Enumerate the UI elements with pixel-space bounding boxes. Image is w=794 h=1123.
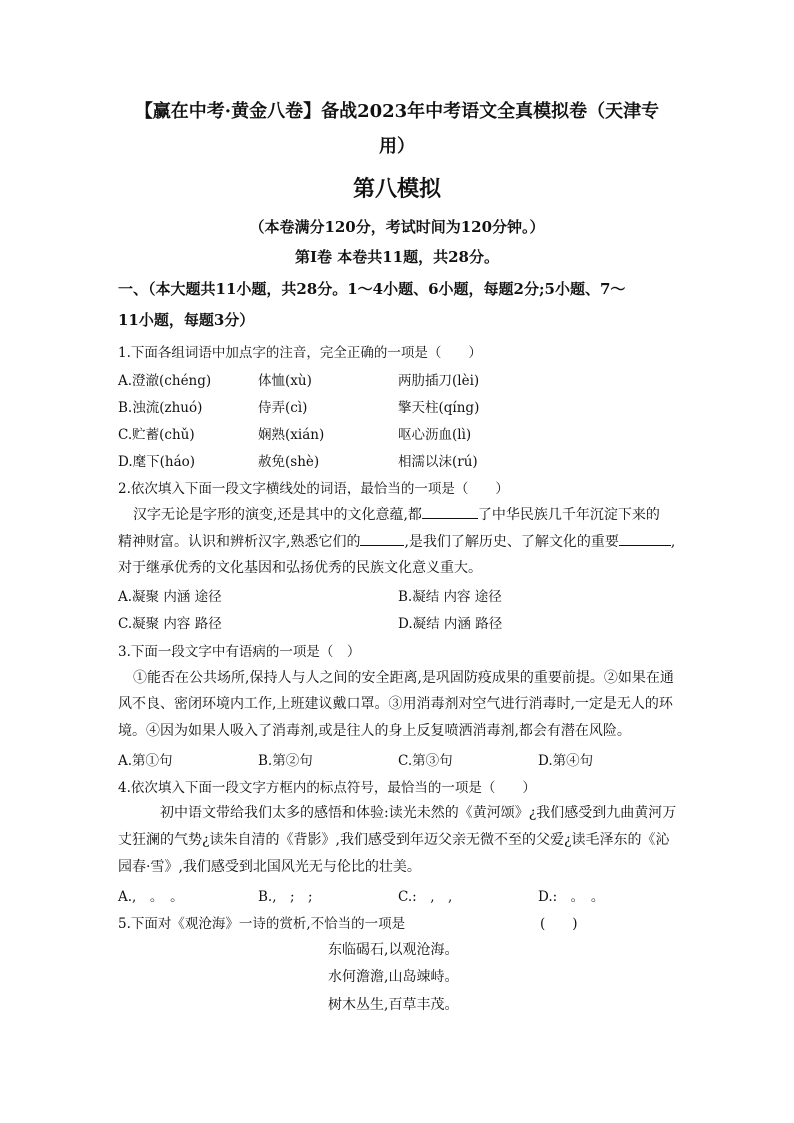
q5-answer-paren: ( ) bbox=[540, 916, 578, 932]
poem-line-2: 水何澹澹,山岛竦峙。 bbox=[328, 969, 459, 985]
q5-stem: 5.下面对《观沧海》一诗的赏析,不恰当的一项是 bbox=[118, 916, 406, 932]
q2-text: 精神财富。认识和辨析汉字,熟悉它们的 bbox=[118, 534, 361, 550]
q2-passage-line2 bbox=[118, 531, 675, 551]
q2-option-a: A.凝聚 内涵 途径 bbox=[118, 589, 222, 605]
q3-option-d: D.第④句 bbox=[538, 753, 594, 769]
q3-stem: 3.下面一段文字中有语病的一项是（ ） bbox=[118, 644, 361, 660]
q4-option-b: B., ; ; bbox=[258, 889, 313, 905]
q4-option-a: A., 。 。 bbox=[118, 889, 184, 905]
q1-option-d: D.麾下(háo) bbox=[118, 454, 196, 470]
poem-line-3: 树木丛生,百草丰茂。 bbox=[328, 997, 459, 1013]
q1-option-a: A.澄澈(chéng) bbox=[118, 373, 212, 389]
q2-text: 汉字无论是字形的演变,还是其中的文化意蕴,都 bbox=[133, 507, 422, 523]
q2-text: 了中华民族几千年沉淀下来的 bbox=[477, 507, 660, 523]
q4-option-d: D.: 。 。 bbox=[538, 889, 605, 905]
q2-text: , bbox=[670, 534, 676, 550]
poem-line-1: 东临碣石,以观沧海。 bbox=[328, 942, 459, 958]
q3-option-b: B.第②句 bbox=[258, 753, 313, 769]
q2-passage-line1 bbox=[133, 504, 660, 524]
section1-line2: 11小题，每题3分） bbox=[118, 311, 255, 329]
q1-option-b: B.浊流(zhuó) bbox=[118, 400, 203, 416]
q2-option-c: C.凝聚 内容 路径 bbox=[118, 616, 222, 632]
q2-option-d: D.凝结 内涵 路径 bbox=[398, 616, 503, 632]
q1-option-b-word2: 侍弄(cì) bbox=[258, 400, 308, 416]
volume-info: 第Ⅰ卷 本卷共11题，共28分。 bbox=[295, 248, 499, 266]
q2-blank-3 bbox=[619, 531, 671, 546]
q1-option-b-word3: 擎天柱(qíng) bbox=[398, 400, 480, 416]
q2-text: ,是我们了解历史、了解文化的重要 bbox=[404, 534, 619, 550]
q1-option-a-word2: 体恤(xù) bbox=[258, 373, 312, 389]
q2-blank-2 bbox=[360, 531, 404, 546]
q3-option-c: C.第③句 bbox=[398, 753, 453, 769]
q2-stem: 2.依次填入下面一段文字横线处的词语，最恰当的一项是（ ） bbox=[118, 481, 509, 497]
q4-stem: 4.依次填入下面一段文字方框内的标点符号，最恰当的一项是（ ） bbox=[118, 780, 536, 796]
q1-option-c-word3: 呕心沥血(lì) bbox=[398, 427, 472, 443]
mock-title: 第八模拟 bbox=[352, 176, 441, 202]
exam-info: （本卷满分120分，考试时间为120分钟。） bbox=[249, 218, 545, 236]
q4-option-c: C.: , , bbox=[398, 889, 453, 905]
q2-passage-line3: 对于继承优秀的文化基因和弘扬优秀的民族文化意义重大。 bbox=[118, 560, 482, 576]
q1-option-c-word2: 娴熟(xián) bbox=[258, 427, 325, 443]
q1-option-a-word3: 两肋插刀(lèi) bbox=[398, 373, 480, 389]
q3-passage-line3: 境。④因为如果人吸入了消毒剂,或是往人的身上反复喷洒消毒剂,都会有潜在风险。 bbox=[118, 723, 631, 739]
exam-title-line2: 用） bbox=[379, 136, 415, 157]
q1-stem: 1.下面各组词语中加点字的注音，完全正确的一项是（ ） bbox=[118, 345, 482, 361]
q1-option-d-word3: 相濡以沫(rú) bbox=[398, 454, 478, 470]
q3-passage-line1: ①能否在公共场所,保持人与人之间的安全距离,是巩固防疫成果的重要前提。②如果在通 bbox=[133, 670, 674, 686]
q2-blank-1 bbox=[422, 504, 478, 519]
q4-passage-line2: 丈狂澜的气势¿读朱自清的《背影》,我们感受到年迈父亲无微不至的父爱¿读毛泽东的《沁 bbox=[118, 832, 670, 848]
q3-passage-line2: 风不良、密闭环境内工作,上班建议戴口罩。③用消毒剂对空气进行消毒时,一定是无人的环 bbox=[118, 696, 673, 712]
exam-title-line1: 【赢在中考·黄金八卷】备战2023年中考语文全真模拟卷（天津专 bbox=[134, 101, 660, 122]
q2-option-b: B.凝结 内容 途径 bbox=[398, 589, 502, 605]
section1-line1: 一、（本大题共11小题，共28分。1～4小题、6小题，每题2分;5小题、7～ bbox=[118, 280, 626, 298]
q4-passage-line3: 园春·雪》,我们感受到北国风光无与伦比的壮美。 bbox=[118, 859, 421, 875]
q1-option-c: C.贮蓄(chǔ) bbox=[118, 427, 195, 443]
q4-passage-line1: 初中语文带给我们太多的感悟和体验:读光未然的《黄河颂》¿我们感受到九曲黄河万 bbox=[160, 805, 677, 821]
q3-option-a: A.第①句 bbox=[118, 753, 173, 769]
q1-option-d-word2: 赦免(shè) bbox=[258, 454, 320, 470]
